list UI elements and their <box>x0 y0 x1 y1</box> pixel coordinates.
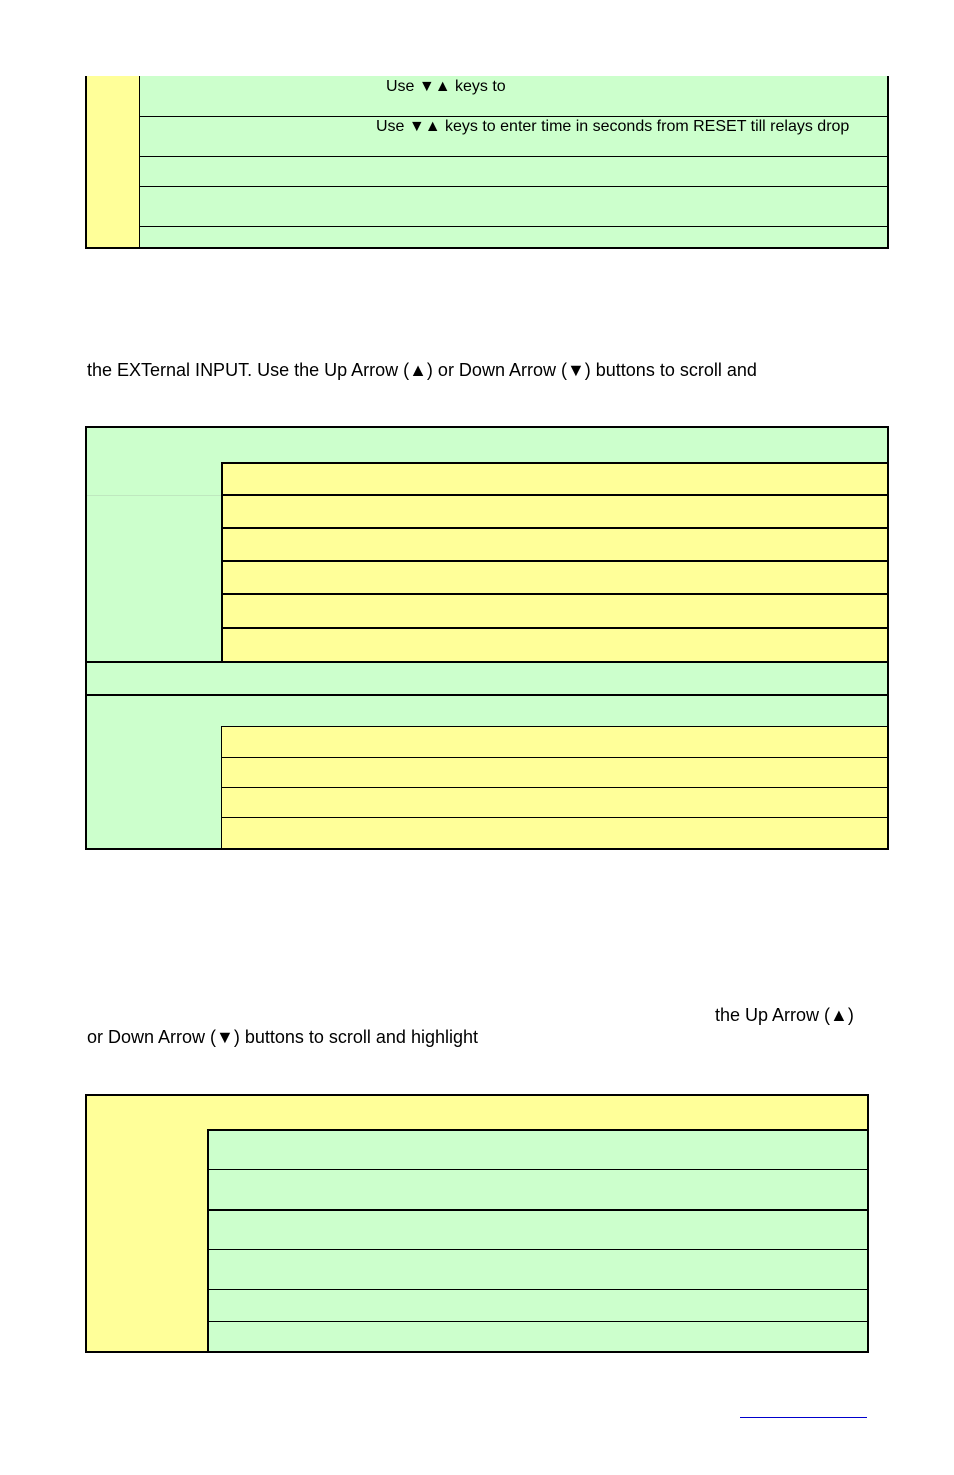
table-1-row-2-text: Use ▼▲ keys to enter time in seconds from RESET till relays drop <box>376 118 850 135</box>
table-1-row-1-text: Use ▼▲ keys to <box>386 78 506 95</box>
table-2-separator-row <box>87 663 887 694</box>
table-2-option-row <box>221 757 887 787</box>
table-2-section-b-label <box>87 726 221 848</box>
table-2-option-row <box>221 726 887 757</box>
table-3-header <box>87 1096 867 1129</box>
table-3-option-row <box>207 1129 867 1169</box>
table-3-option-row <box>207 1321 867 1351</box>
table-3-option-row <box>207 1209 867 1249</box>
table-2-section-a-header <box>87 428 887 462</box>
table-2-option-row <box>221 462 889 496</box>
paragraph-2-line-2: or Down Arrow (▼) buttons to scroll and highlight <box>87 1027 478 1047</box>
table-2 <box>85 426 889 850</box>
table-2-label-divider <box>87 495 221 496</box>
table-1-row <box>140 227 887 247</box>
table-1-row <box>140 117 887 156</box>
table-1-label-column <box>87 76 139 247</box>
table-1 <box>85 76 889 249</box>
table-3-option-row <box>207 1169 867 1209</box>
table-2-option-row <box>221 529 889 562</box>
table-2-option-row <box>221 595 889 629</box>
table-2-option-row <box>221 562 889 595</box>
table-2-section-b-header <box>87 696 887 726</box>
table-3-label <box>87 1129 207 1351</box>
table-3-option-row <box>207 1249 867 1289</box>
table-1-row <box>140 76 887 116</box>
footer-link[interactable] <box>740 1417 867 1418</box>
paragraph-2-line-1: the Up Arrow (▲) <box>715 1005 854 1025</box>
table-1-row <box>140 187 887 226</box>
table-3-option-row <box>207 1289 867 1321</box>
table-2-option-row <box>221 629 889 662</box>
paragraph-1-line-1: the EXTernal INPUT. Use the Up Arrow (▲) or Down Arrow (▼) buttons to scroll and <box>87 360 757 380</box>
table-3 <box>85 1094 869 1353</box>
table-2-section-a-label <box>87 462 221 662</box>
table-1-row <box>140 157 887 186</box>
table-2-option-row <box>221 787 887 817</box>
table-2-option-row <box>221 496 889 529</box>
table-2-option-row <box>221 817 887 848</box>
